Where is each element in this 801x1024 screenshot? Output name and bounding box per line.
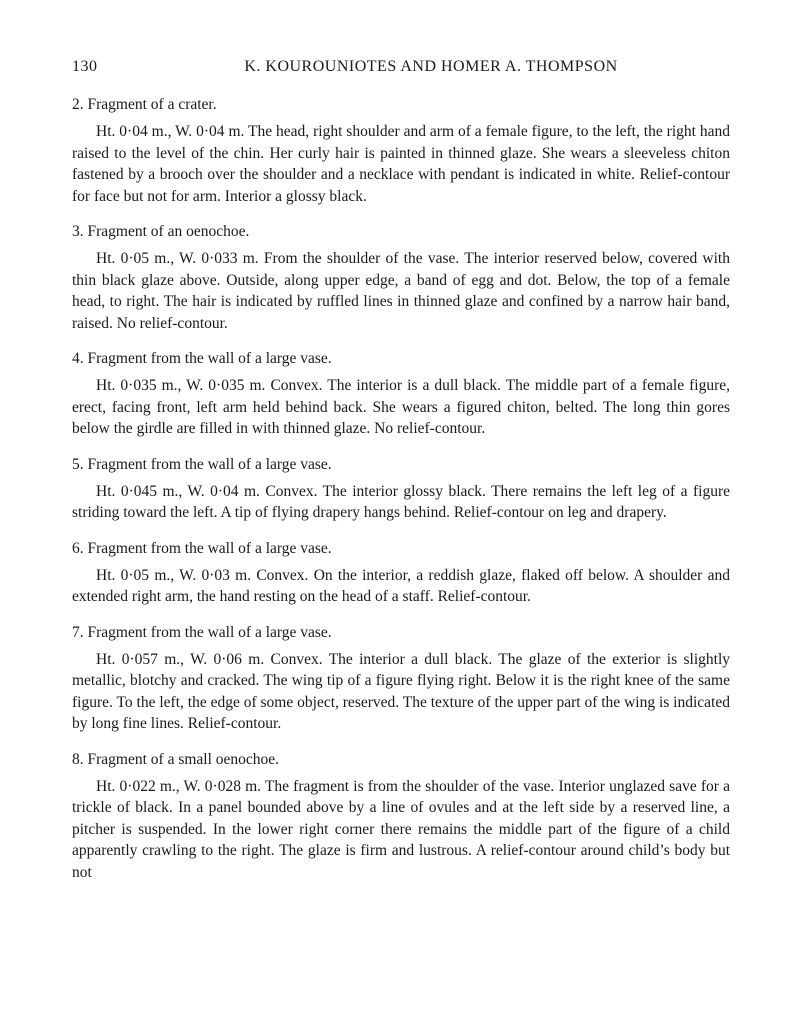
entry-title: 3. Fragment of an oenochoe.: [72, 223, 250, 240]
entry-description: Ht. 0·05 m., W. 0·033 m. From the shoulder of the vase. The interior reserved below, covered with thin black glaze above. Outside, along upper edge, a band of egg and dot. Below, the top of a female head, to right. The hair is indicated by ruffled lines in thinned glaze and confined by a narrow hair band, raised. No relief-contour.: [72, 250, 730, 332]
entry-title: 4. Fragment from the wall of a large vase.: [72, 350, 332, 367]
catalogue-entry-2: [72, 94, 730, 207]
catalogue-entry-8: [72, 749, 730, 884]
entry-description: Ht. 0·04 m., W. 0·04 m. The head, right shoulder and arm of a female figure, to the left, the right hand raised to the level of the chin. Her curly hair is painted in thinned glaze. She wears a sleeveless chiton fastened by a brooch over the shoulder and a necklace with pendant is indicated in white. Relief-contour for face but not for arm. Interior a glossy black.: [72, 123, 730, 205]
entry-title: 5. Fragment from the wall of a large vase.: [72, 455, 332, 473]
running-head-authors: K. KOUROUNIOTES AND HOMER A. THOMPSON: [244, 58, 618, 75]
catalogue-entry-4: [72, 348, 730, 440]
entry-title: 6. Fragment from the wall of a large vase.: [72, 539, 332, 557]
entry-title: 8. Fragment of a small oenochoe.: [72, 750, 280, 768]
running-head: [72, 58, 730, 84]
entry-description: Ht. 0·057 m., W. 0·06 m. Convex. The interior a dull black. The glaze of the exterior is slightly metallic, blotchy and cracked. The wing tip of a figure flying right. Below it is the right knee of the same figure. To the left, the edge of some object, reserved. The texture of the upper part of the wing is indicated by long fine lines. Relief-contour.: [72, 650, 730, 732]
entry-title: 2. Fragment of a crater.: [72, 96, 217, 113]
catalogue-entry-5: [72, 454, 730, 524]
entry-description: Ht. 0·05 m., W. 0·03 m. Convex. On the interior, a reddish glaze, flaked off below. A shoulder and extended right arm, the hand resting on the head of a staff. Relief-contour.: [72, 566, 730, 605]
page: [72, 58, 730, 897]
entry-description: Ht. 0·022 m., W. 0·028 m. The fragment is from the shoulder of the vase. Interior unglazed save for a trickle of black. In a panel bounded above by a line of ovules and at the left side by a reserved line, a pitcher is suspended. In the lower right corner there remains the middle part of the figure of a child apparently crawling to the right. The glaze is firm and lustrous. A relief-contour around child’s body but not: [72, 777, 730, 881]
catalogue-entry-6: [72, 538, 730, 608]
catalogue-entry-3: [72, 221, 730, 334]
entry-title: 7. Fragment from the wall of a large vase.: [72, 623, 332, 641]
entry-description: Ht. 0·045 m., W. 0·04 m. Convex. The interior glossy black. There remains the left leg of a figure striding toward the left. A tip of flying drapery hangs behind. Relief-contour on leg and drapery.: [72, 482, 730, 521]
page-number: 130: [72, 58, 98, 75]
catalogue-entry-7: [72, 622, 730, 735]
entry-description: Ht. 0·035 m., W. 0·035 m. Convex. The interior is a dull black. The middle part of a female figure, erect, facing front, left arm held behind back. She wears a figured chiton, belted. The long thin gores below the girdle are filled in with thinned glaze. No relief-contour.: [72, 377, 730, 437]
